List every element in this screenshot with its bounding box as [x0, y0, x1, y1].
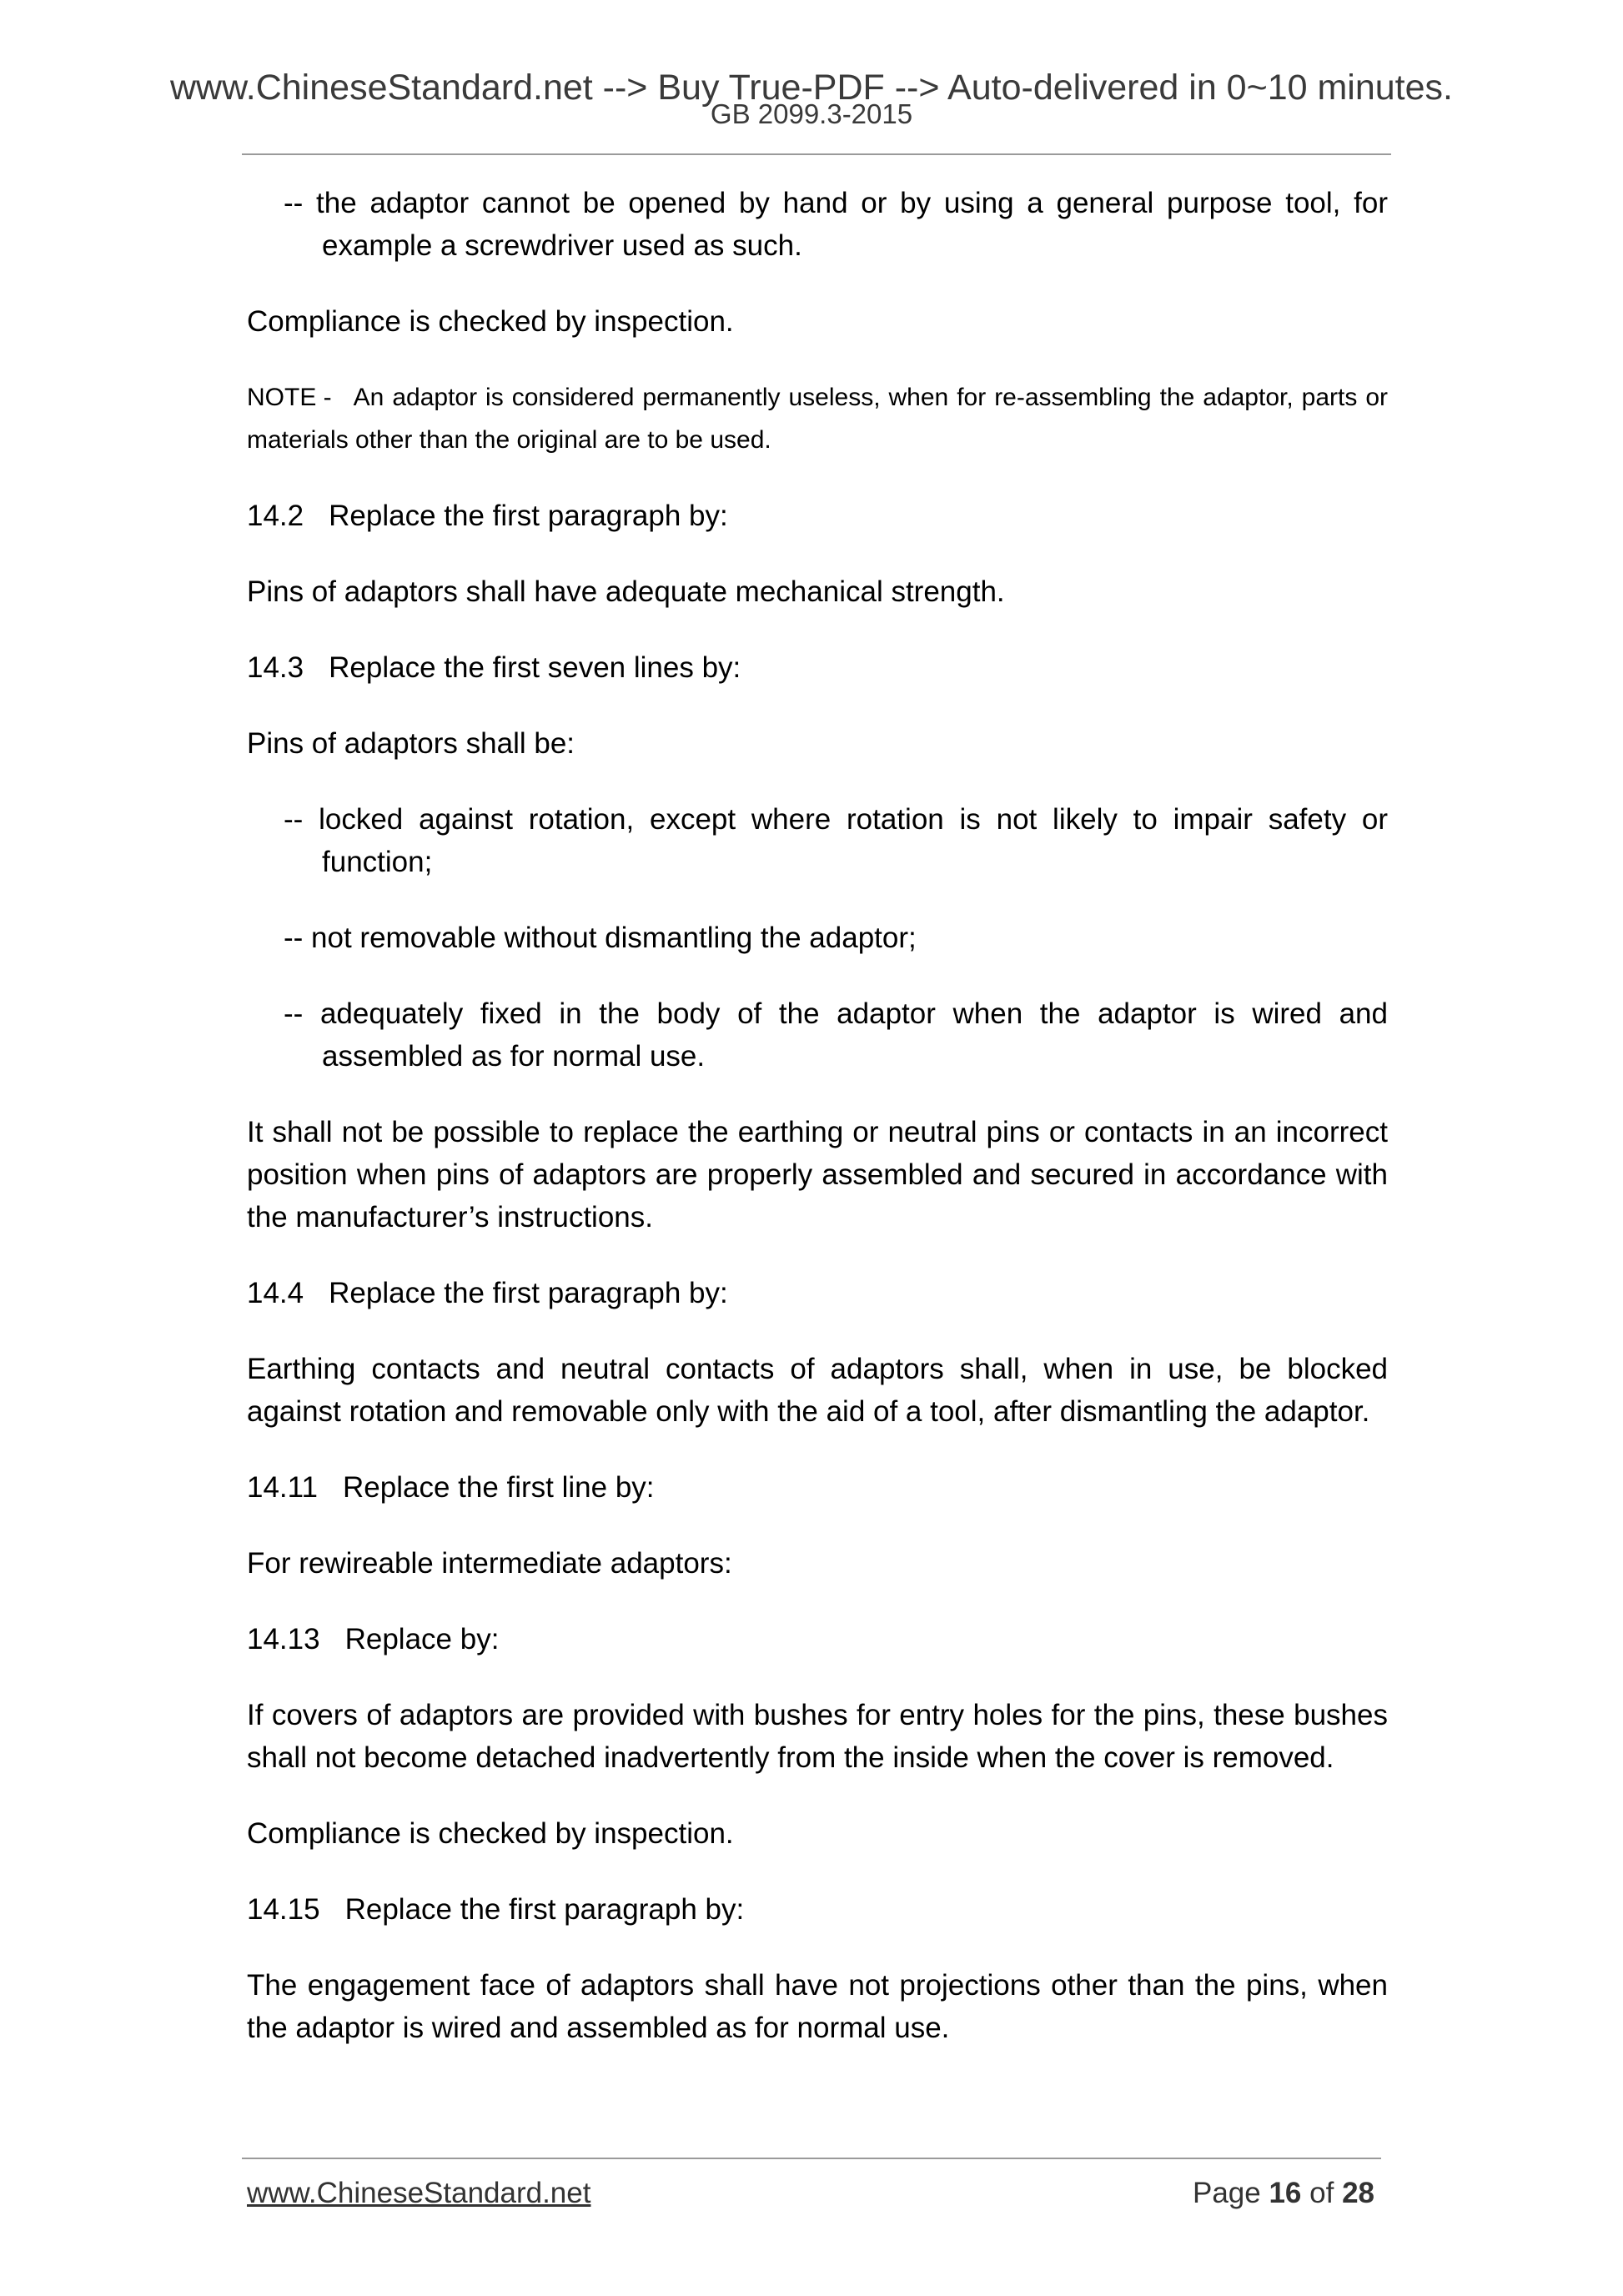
paragraph-14-15: The engagement face of adaptors shall have not projections other than the pins, when the adaptor is wired and assembled as for normal use.: [247, 1969, 1388, 2044]
page-total: 28: [1342, 2177, 1374, 2209]
list-item: -- not removable without dismantling the adaptor;: [284, 922, 917, 954]
clause-number: 14.4: [247, 1277, 304, 1309]
paragraph-14-4: Earthing contacts and neutral contacts of adaptors shall, when in use, be blocked against rotation and removable only with the aid of a tool, after dismantling the adaptor.: [247, 1353, 1388, 1428]
paragraph-14-3-end: It shall not be possible to replace the earthing or neutral pins or contacts in an incorrect position when pins of adaptors are properly assembled and secured in accordance with the manufacturer’s instructions.: [247, 1116, 1388, 1233]
page-current: 16: [1269, 2177, 1302, 2209]
clause-number: 14.13: [247, 1623, 320, 1655]
page-label: Page: [1192, 2177, 1261, 2209]
note-label: NOTE -: [247, 384, 332, 411]
list-item: -- adequately fixed in the body of the adaptor when the adaptor is wired and assembled as for normal use.: [284, 997, 1388, 1073]
clause-number: 14.15: [247, 1893, 320, 1926]
clause-title: Replace the first paragraph by:: [329, 500, 728, 532]
footer-divider: [242, 2158, 1381, 2159]
clause-heading-14-2: [247, 495, 1388, 537]
header-banner: www.ChineseStandard.net --> Buy True-PDF --> Auto-delivered in 0~10 minutes.: [169, 68, 1453, 108]
paragraph-14-3-intro: Pins of adaptors shall be:: [247, 727, 575, 760]
list-item: -- locked against rotation, except where rotation is not likely to impair safety or function;: [284, 803, 1388, 878]
note: [247, 376, 1388, 461]
compliance-statement: Compliance is checked by inspection.: [247, 305, 734, 338]
page-of: of: [1309, 2177, 1334, 2209]
standard-code: GB 2099.3-2015: [710, 98, 913, 129]
clause-heading-14-11: [247, 1466, 1388, 1509]
header-divider: [242, 153, 1391, 155]
clause-heading-14-13: [247, 1618, 1388, 1660]
paragraph-14-2: Pins of adaptors shall have adequate mechanical strength.: [247, 575, 1005, 608]
document-body: [247, 182, 1388, 2082]
footer-website-link[interactable]: www.ChineseStandard.net: [247, 2177, 591, 2209]
paragraph-14-13: If covers of adaptors are provided with bushes for entry holes for the pins, these bushes shall not become detached inadvertently from the inside when the cover is removed.: [247, 1699, 1388, 1774]
clause-heading-14-15: [247, 1888, 1388, 1931]
clause-number: 14.11: [247, 1471, 318, 1504]
clause-title: Replace the first paragraph by:: [344, 1893, 745, 1926]
clause-heading-14-4: [247, 1272, 1388, 1314]
clause-title: Replace by:: [344, 1623, 500, 1655]
page-indicator: [1193, 2175, 1374, 2212]
compliance-statement: Compliance is checked by inspection.: [247, 1817, 734, 1850]
clause-title: Replace the first seven lines by:: [329, 651, 741, 684]
clause-number: 14.2: [247, 500, 304, 532]
clause-number: 14.3: [247, 651, 304, 684]
list-item-tool: -- the adaptor cannot be opened by hand or by using a general purpose tool, for example a screwdriver used as such.: [284, 187, 1388, 262]
note-text: An adaptor is considered permanently useless, when for re-assembling the adaptor, parts or materials other than the original are to be used.: [247, 384, 1388, 454]
clause-heading-14-3: [247, 646, 1388, 689]
clause-title: Replace the first line by:: [343, 1471, 655, 1504]
clause-title: Replace the first paragraph by:: [329, 1277, 728, 1309]
paragraph-14-11: For rewireable intermediate adaptors:: [247, 1547, 732, 1580]
